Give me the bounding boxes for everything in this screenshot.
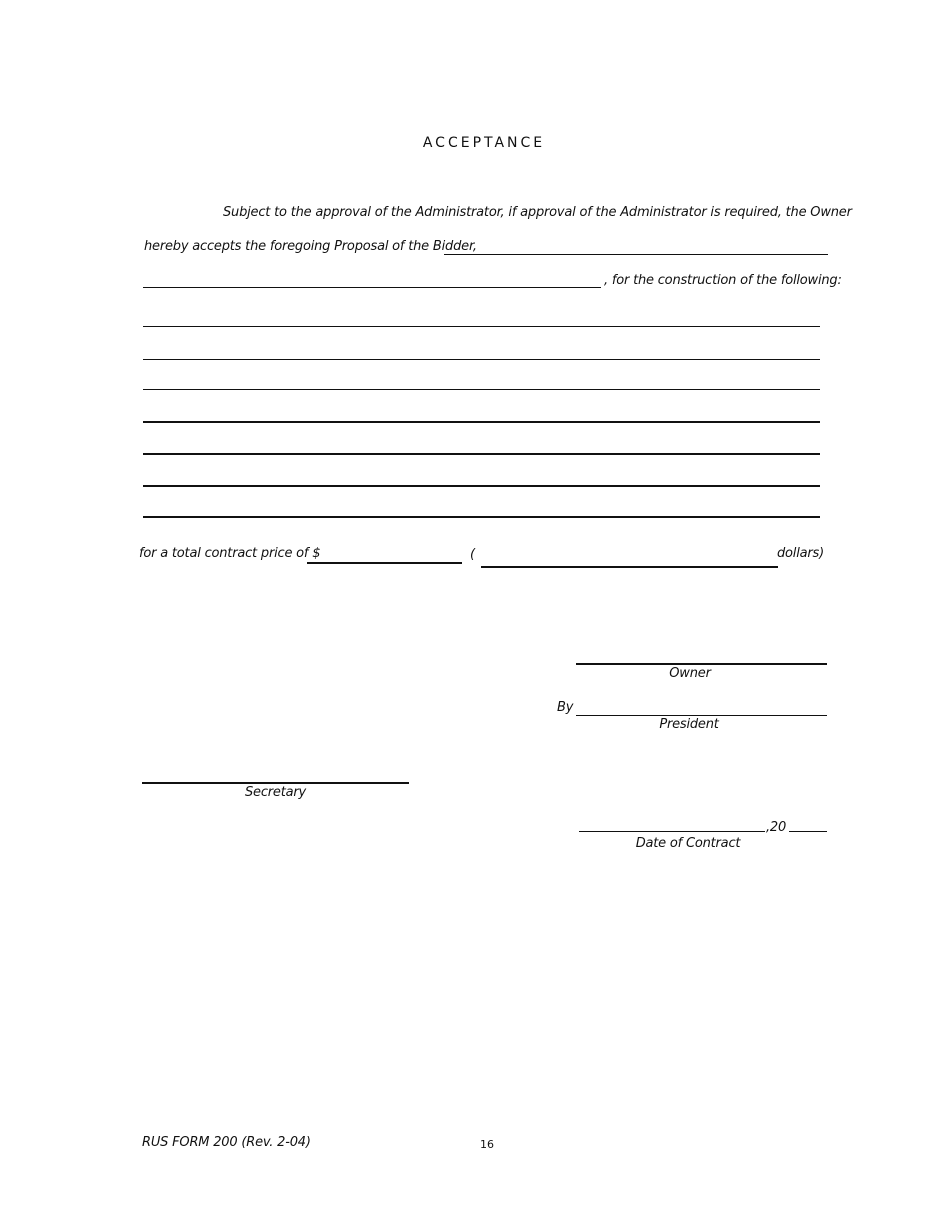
form-identifier: RUS FORM 200 (Rev. 2-04) [142,1135,311,1150]
by-label: By [557,700,574,715]
contract-year-line[interactable] [789,831,827,832]
dollars-label: dollars) [777,546,824,561]
contract-price-words-line[interactable] [481,566,778,568]
contract-price-amount-line[interactable] [307,562,462,564]
secretary-label: Secretary [244,785,307,800]
owner-signature-line[interactable] [576,663,827,665]
president-signature-line[interactable] [576,715,827,716]
construction-line-1[interactable] [143,326,820,327]
price-label: for a total contract price of $ [139,546,321,561]
owner-label: Owner [669,666,711,681]
page-title: ACCEPTANCE [422,135,546,151]
date-of-contract-label: Date of Contract [635,836,741,851]
contract-date-line[interactable] [579,831,765,832]
construction-line-7[interactable] [143,516,820,518]
bidder-name-continuation-line[interactable] [143,287,601,288]
construction-line-3[interactable] [143,389,820,390]
year-prefix: ,20 [766,820,787,835]
bidder-name-line[interactable] [444,254,828,255]
construction-line-2[interactable] [143,359,820,360]
construction-line-5[interactable] [143,453,820,455]
construction-line-6[interactable] [143,485,820,487]
paragraph-line-2: hereby accepts the foregoing Proposal of the Bidder, [144,239,477,254]
president-label: President [659,717,719,732]
construction-line-4[interactable] [143,421,820,423]
paragraph-line-3: , for the construction of the following: [604,273,842,288]
open-paren: ( [470,547,475,562]
page-number: 16 [480,1138,494,1151]
paragraph-line-1: Subject to the approval of the Administrator, if approval of the Administrator is required, the Owner [223,205,852,220]
secretary-signature-line[interactable] [142,782,409,784]
